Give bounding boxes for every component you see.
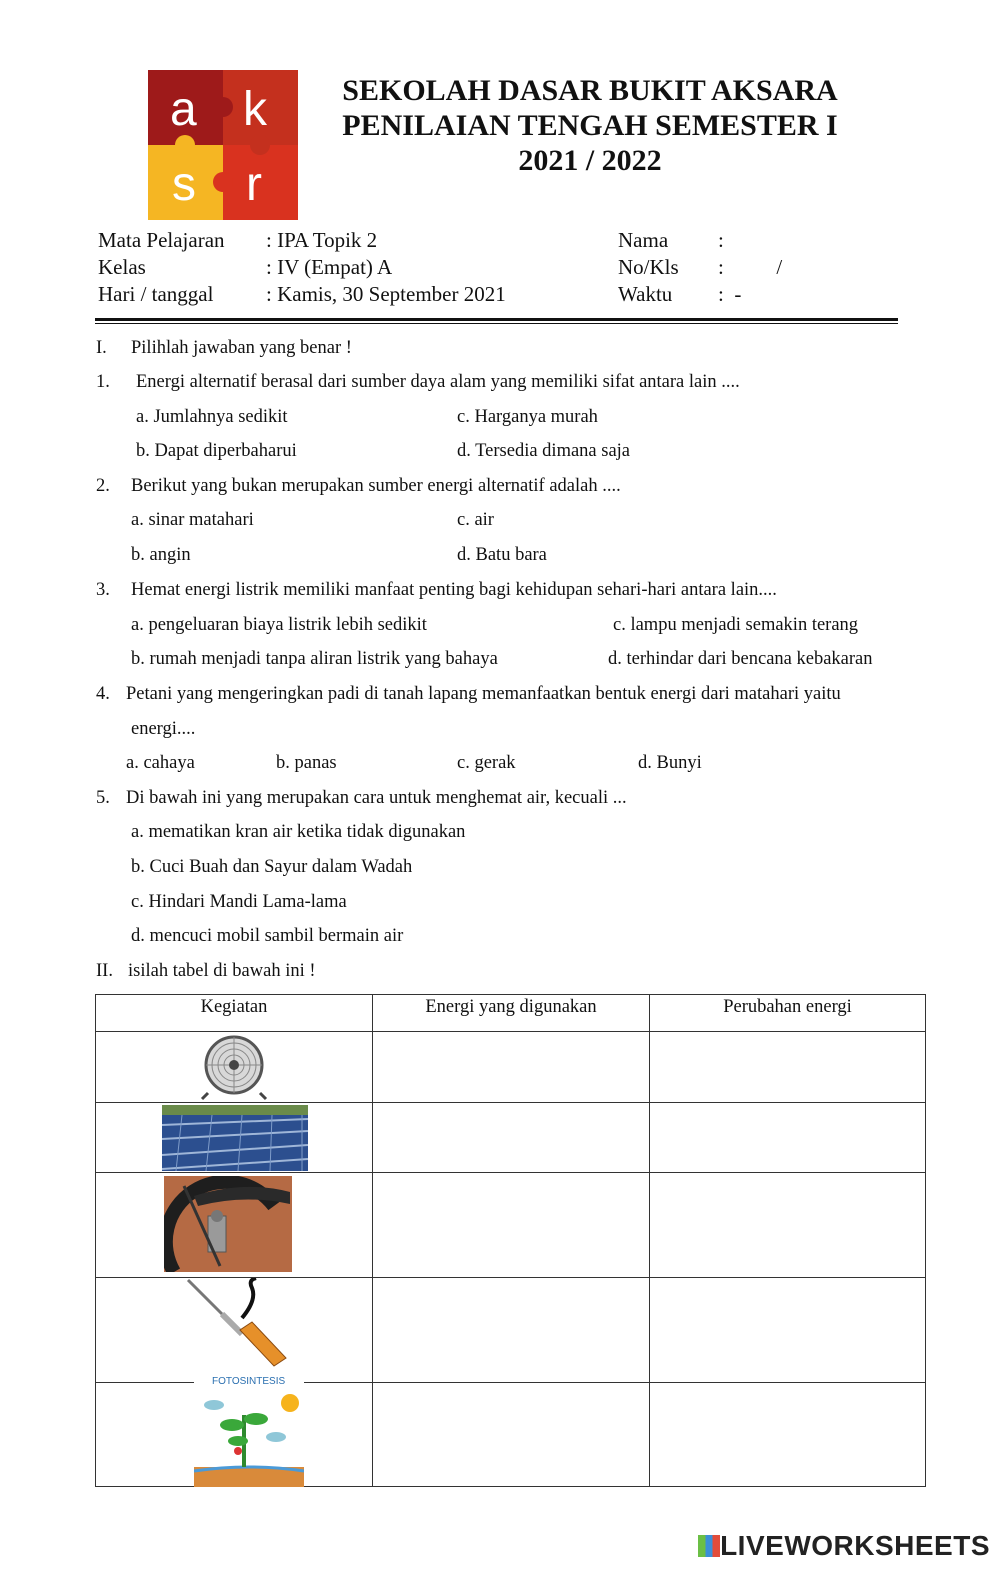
section2-title: isilah tabel di bawah ini ! [128, 961, 316, 981]
question-3-option-d: d. terhindar dari bencana kebakaran [608, 649, 873, 669]
question-5-option-b: b. Cuci Buah dan Sayur dalam Wadah [131, 857, 413, 877]
label-time: Waktu [618, 282, 673, 306]
question-2-number: 2. [96, 476, 110, 496]
question-4-option-a: a. cahaya [126, 753, 195, 773]
energy-used-cell[interactable] [373, 1278, 650, 1383]
question-4-number: 4. [96, 684, 110, 704]
energy-change-cell[interactable] [650, 1173, 926, 1278]
answer-table [95, 994, 926, 1487]
column-header-energy-change: Perubahan energi [650, 995, 926, 1032]
soldering-iron-image [182, 1278, 292, 1378]
energy-used-cell[interactable] [373, 1103, 650, 1173]
photosynthesis-diagram-image [194, 1375, 304, 1487]
question-1-option-a: a. Jumlahnya sedikit [136, 407, 288, 427]
question-4-text-continued: energi.... [131, 719, 196, 739]
question-5-text: Di bawah ini yang merupakan cara untuk menghemat air, kecuali ... [126, 788, 627, 808]
value-date: : Kamis, 30 September 2021 [266, 282, 506, 306]
brand-name: LIVEWORKSHEETS [720, 1530, 990, 1561]
activity-cell [96, 1103, 373, 1173]
question-5-number: 5. [96, 788, 110, 808]
header-divider-thick [95, 318, 898, 321]
activity-cell [96, 1173, 373, 1278]
electric-fan-image [196, 1035, 272, 1101]
bicycle-dynamo-image [164, 1176, 292, 1272]
table-header-row [96, 995, 926, 1032]
energy-used-cell[interactable] [373, 1173, 650, 1278]
value-name: : [718, 228, 724, 252]
question-4-option-d: d. Bunyi [638, 753, 702, 773]
question-5-option-a: a. mematikan kran air ketika tidak digunakan [131, 822, 466, 842]
exam-title: PENILAIAN TENGAH SEMESTER I [342, 109, 838, 142]
liveworksheets-logo-icon [698, 1535, 720, 1557]
question-1-text: Energi alternatif berasal dari sumber daya alam yang memiliki sifat antara lain .... [136, 372, 740, 392]
question-3-number: 3. [96, 580, 110, 600]
table-row [96, 1103, 926, 1173]
question-4-option-b: b. panas [276, 753, 337, 773]
question-3-text: Hemat energi listrik memiliki manfaat penting bagi kehidupan sehari-hari antara lain.... [131, 580, 777, 600]
energy-change-cell[interactable] [650, 1103, 926, 1173]
section1-title: Pilihlah jawaban yang benar ! [131, 338, 352, 358]
column-header-energy-used: Energi yang digunakan [373, 995, 650, 1032]
question-5-option-c: c. Hindari Mandi Lama-lama [131, 892, 347, 912]
energy-used-cell[interactable] [373, 1383, 650, 1487]
section2-number: II. [96, 961, 113, 981]
liveworksheets-brand [698, 1530, 990, 1562]
photosynthesis-title: FOTOSINTESIS [212, 1376, 286, 1387]
question-2-option-a: a. sinar matahari [131, 510, 254, 530]
label-class: Kelas [98, 255, 146, 279]
question-2-option-d: d. Batu bara [457, 545, 547, 565]
label-subject: Mata Pelajaran [98, 228, 225, 252]
table-row [96, 1173, 926, 1278]
question-2-text: Berikut yang bukan merupakan sumber energi alternatif adalah .... [131, 476, 621, 496]
logo-letter-r: r [246, 158, 262, 211]
school-logo [148, 70, 298, 220]
question-4-text: Petani yang mengeringkan padi di tanah lapang memanfaatkan bentuk energi dari matahari yaitu [126, 684, 841, 704]
activity-cell [96, 1376, 373, 1487]
question-1-number: 1. [96, 372, 110, 392]
value-number-class: : / [718, 255, 783, 279]
question-1-option-d: d. Tersedia dimana saja [457, 441, 631, 461]
school-year: 2021 / 2022 [518, 144, 662, 177]
energy-used-cell[interactable] [373, 1032, 650, 1103]
logo-letter-s: s [172, 158, 196, 211]
section1-number: I. [96, 338, 107, 358]
logo-letter-a: a [170, 83, 197, 136]
label-name: Nama [618, 228, 669, 252]
energy-change-cell[interactable] [650, 1278, 926, 1383]
question-3-option-b: b. rumah menjadi tanpa aliran listrik yang bahaya [131, 649, 498, 669]
activity-cell [96, 1278, 373, 1383]
value-time: : - [718, 282, 742, 306]
question-2-option-b: b. angin [131, 545, 191, 565]
question-3-option-c: c. lampu menjadi semakin terang [613, 615, 859, 635]
table-row [96, 1278, 926, 1383]
question-4-option-c: c. gerak [457, 753, 516, 773]
energy-change-cell[interactable] [650, 1032, 926, 1103]
solar-panels-image [162, 1105, 308, 1171]
header-divider-thin [95, 323, 898, 324]
table-row [96, 1032, 926, 1103]
question-2-option-c: c. air [457, 510, 494, 530]
label-date: Hari / tanggal [98, 282, 214, 306]
question-1-option-c: c. Harganya murah [457, 407, 598, 427]
energy-change-cell[interactable] [650, 1383, 926, 1487]
logo-letter-k: k [243, 83, 267, 136]
question-3-option-a: a. pengeluaran biaya listrik lebih sedikit [131, 615, 427, 635]
question-5-option-d: d. mencuci mobil sambil bermain air [131, 926, 404, 946]
table-row [96, 1383, 926, 1487]
activity-cell [96, 1032, 373, 1103]
question-1-option-b: b. Dapat diperbaharui [136, 441, 297, 461]
value-class: : IV (Empat) A [266, 255, 393, 279]
label-number-class: No/Kls [618, 255, 679, 279]
value-subject: : IPA Topik 2 [266, 228, 378, 252]
school-name: SEKOLAH DASAR BUKIT AKSARA [342, 74, 838, 107]
column-header-activity: Kegiatan [96, 995, 373, 1032]
